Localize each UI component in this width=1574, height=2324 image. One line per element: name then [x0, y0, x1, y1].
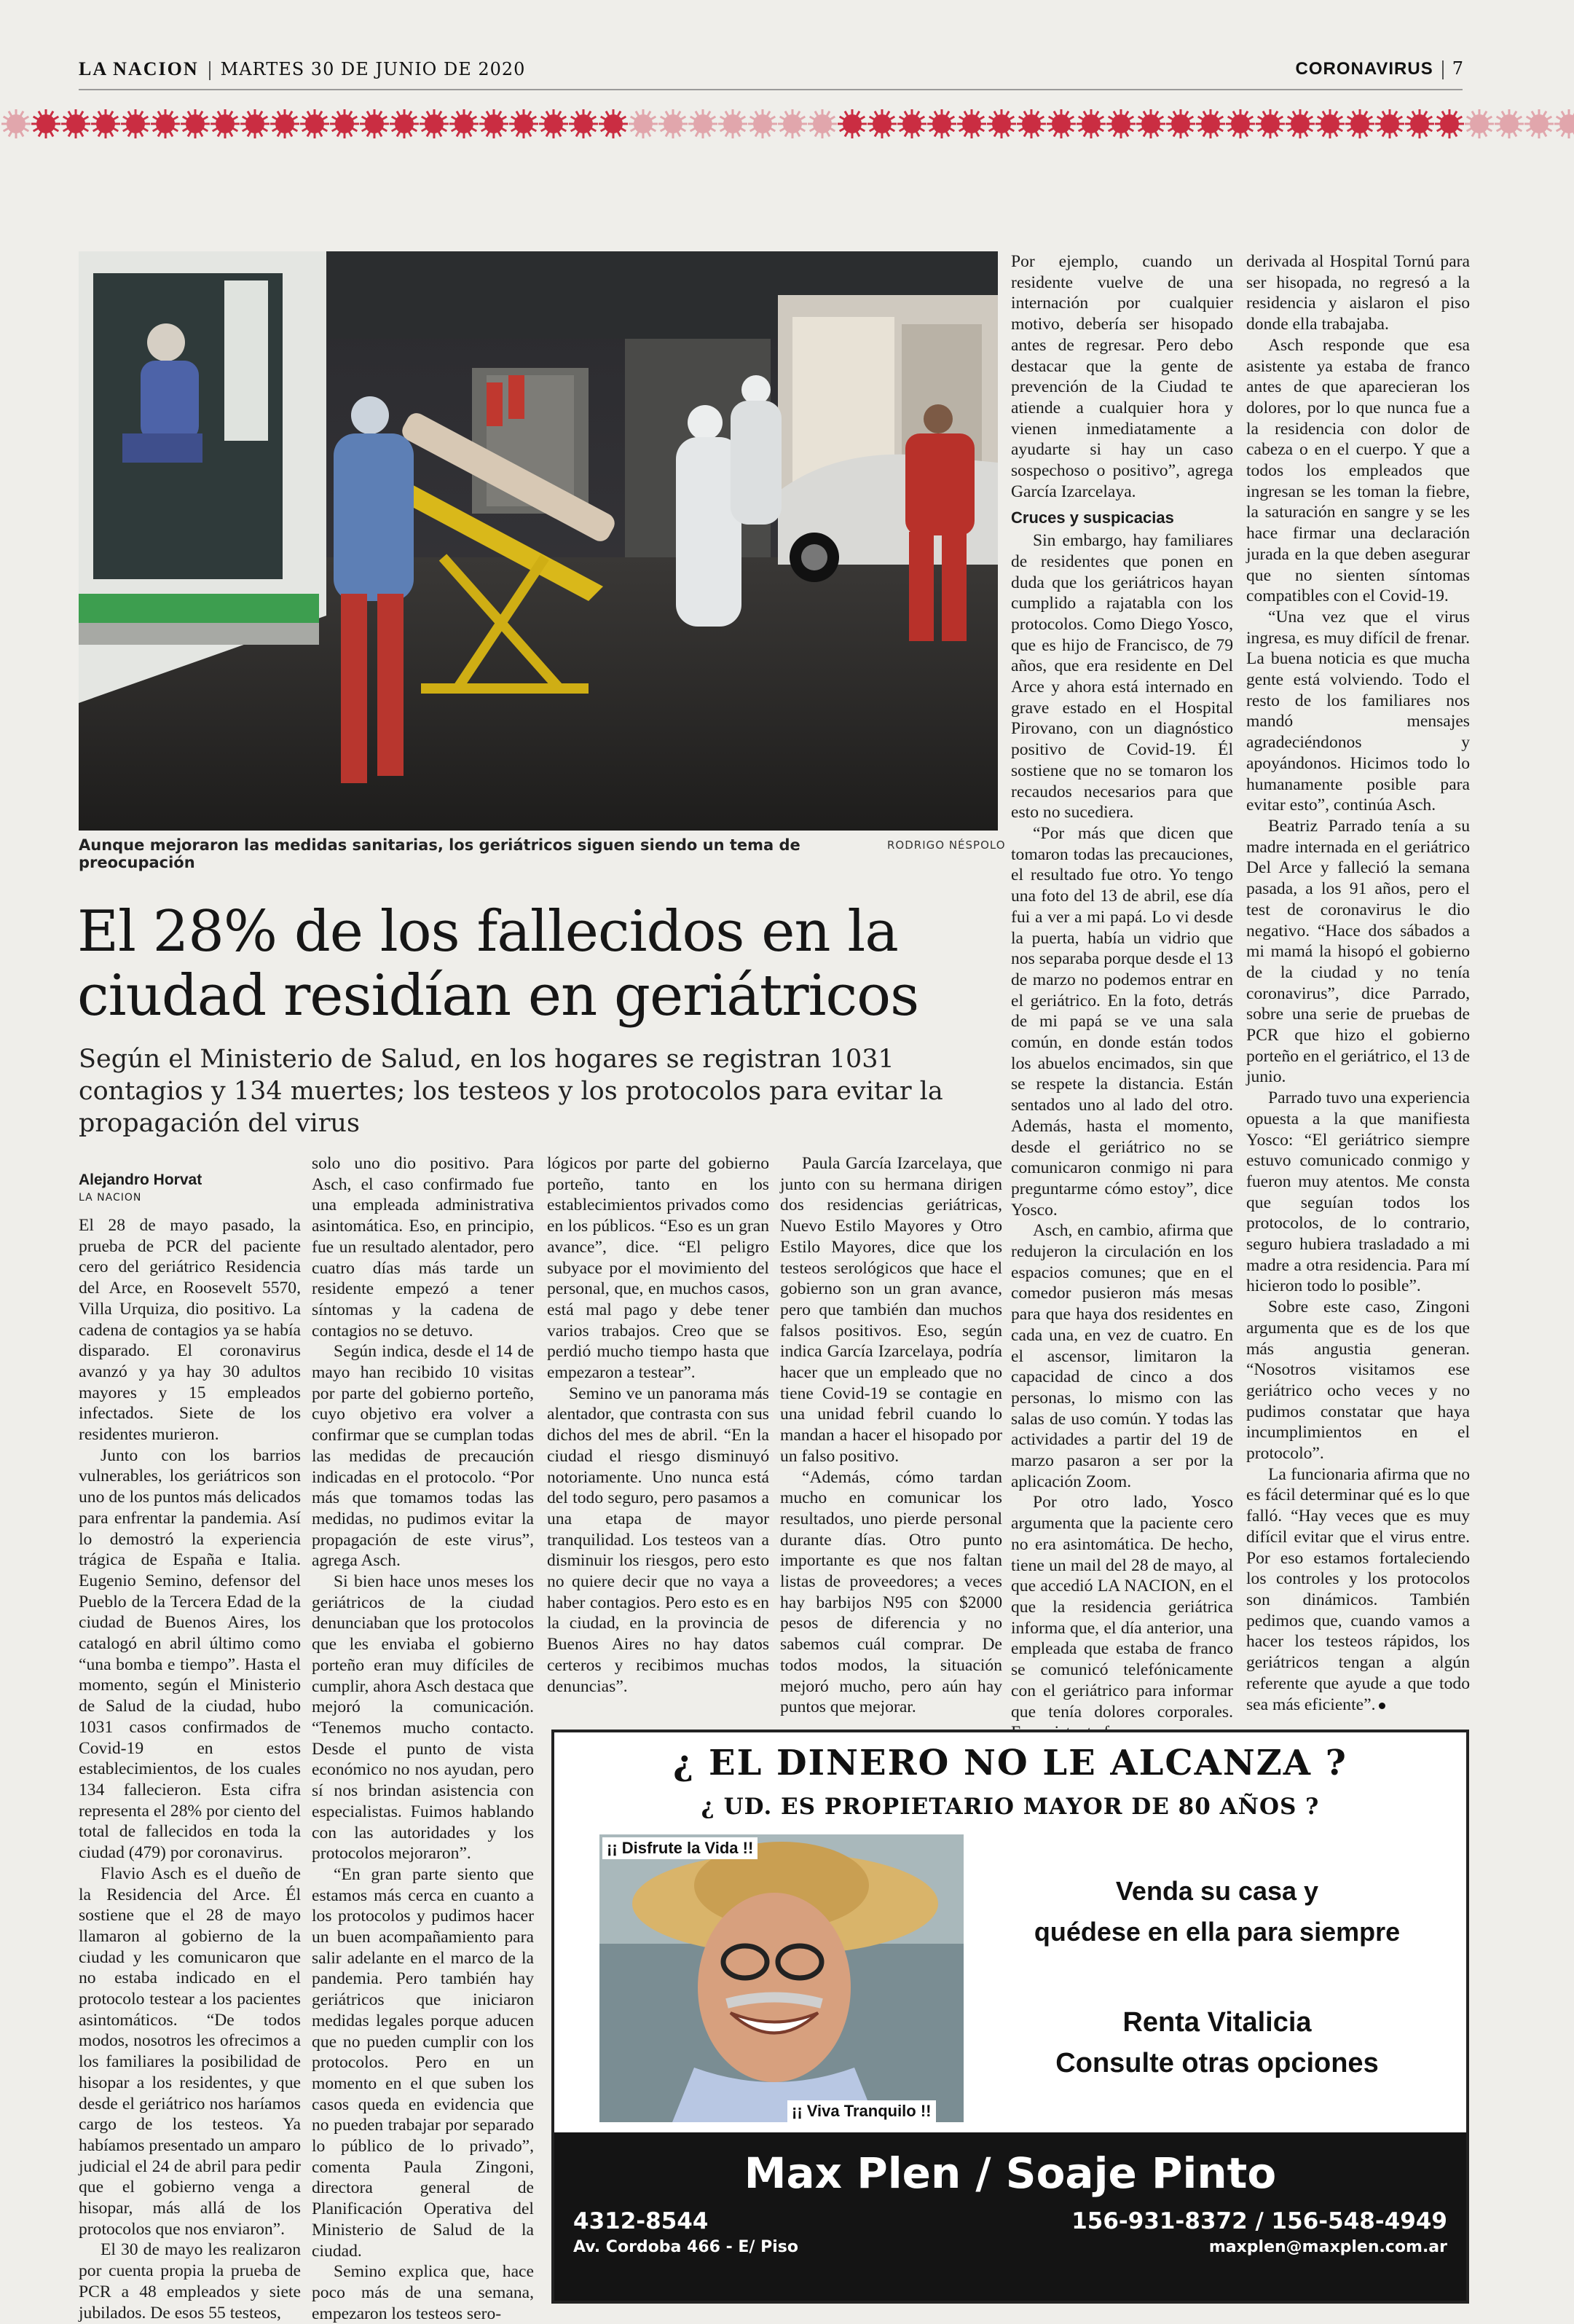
- virus-icon: [300, 109, 329, 138]
- virus-icon: [479, 109, 508, 138]
- article-subheadline: Según el Ministerio de Salud, en los hogares se registran 1031 contagios y 134 muertes; los testeos y los protocolos para evitar la propagación del virus: [79, 1045, 943, 1138]
- masthead-right: [1295, 58, 1463, 79]
- page-number: 7: [1452, 58, 1463, 79]
- virus-icon: [121, 109, 150, 138]
- paragraph: Semino explica que, hace poco más de una semana, empezaron los testeos sero-: [312, 2262, 534, 2323]
- ad-line: Renta Vitalicia: [1122, 2007, 1312, 2038]
- paragraph: lógicos por parte del gobierno porteño, tanto en los establecimientos privados como en los públicos. “Eso es un gran avance”, dice. “El peligro subyace por el movimiento del personal, que, en muchos casos, está mal pago y debe tener varios trabajos. Creo que se perdió mucho tiempo hasta que empezaron a testear”.: [547, 1154, 769, 1383]
- ad-sell-house-text: [999, 1871, 1436, 1952]
- paragraph: solo uno dio positivo. Para Asch, el caso confirmado fue una empleada administrativa asintomática. Eso, en principio, fue un resultado alentador, pero cuatro días más tarde un residente empezó a tener síntomas y la cadena de contagios no se detuvo.: [312, 1154, 534, 1340]
- virus-icon: [181, 109, 210, 138]
- paragraph: Por ejemplo, cuando un residente vuelve de una internación por cualquier motivo, debería ser hisopado antes de regresar. Pero debo destacar que la gente de prevención de la Ciudad te atiende a cualquier hora y vienen inmediatamente a ayudarte si hay un caso sospechoso o positivo”, agrega García Izarcelaya.: [1011, 252, 1233, 501]
- advertisement-box: [551, 1730, 1469, 2304]
- paragraph: Según indica, desde el 14 de mayo han recibido 10 visitas por parte del gobierno porteño, cuyo objetivo era volver a confirmar que se cumplan todas las medidas de precaución indicadas en el protocolo. “Por más que tomamos todas las medidas, no pudimos evitar la propagación de este virus”, agrega Asch.: [312, 1342, 534, 1571]
- virus-icon: [151, 109, 180, 138]
- ad-question-2: ¿ UD. ES PROPIETARIO MAYOR DE 80 AÑOS ?: [701, 1794, 1320, 1820]
- virus-icon: [1, 109, 31, 138]
- virus-icon: [1226, 109, 1255, 138]
- virus-icon: [808, 109, 837, 138]
- virus-icon: [539, 109, 568, 138]
- byline-org: LA NACION: [79, 1192, 142, 1204]
- virus-icon: [360, 109, 389, 138]
- article-column-5: [1011, 251, 1233, 1743]
- virus-ornament-band: [0, 103, 1574, 144]
- virus-icon: [31, 109, 60, 138]
- paragraph: derivada al Hospital Tornú para ser hisopada, no regresó a la residencia y aislaron el piso donde ella trabajaba.: [1246, 252, 1470, 334]
- paragraph: “En gran parte siento que estamos más cerca en cuanto a los protocolos y pudimos hacer un buen acompañamiento para salir adelante en el marco de la pandemia. Pero también hay geriátricos que iniciaron medidas legales porque aducen que no pueden cumplir con los protocolos. Pero en un momento en el que suben los casos queda en evidencia que no pueden trabajar por separado lo público de lo privado”, comenta Paula Zingoni, directora general de Planificación Operativa del Ministerio de Salud de la ciudad.: [312, 1864, 534, 2261]
- paragraph: Paula García Izarcelaya, que junto con su hermana dirigen dos residencias geriátricas, Nuevo Estilo Mayores y Otro Estilo Mayores, dice que los testeos serológicos que hace el gobierno son un gran avance, pero que también dan muchos falsos positivos. Eso, según indica García Izarcelaya, podría hacer que un empleado que no tiene Covid-19 se contagie en una unidad febril cuando lo mandan a hacer el hisopado por un falso positivo.: [780, 1154, 1002, 1466]
- virus-icon: [240, 109, 269, 138]
- paragraph: El 28 de mayo pasado, la prueba de PCR del paciente cero del geriátrico Residencia del Arce, en Roosevelt 5570, Villa Urquiza, dio positivo. La cadena de contagios ya se había disparado. El coronavirus avanzó y ya hay 30 adultos mayores y 15 empleados infectados. Siete de los residentes murieron.: [79, 1216, 301, 1445]
- virus-icon: [569, 109, 598, 138]
- paragraph: El 30 de mayo les realizaron por cuenta propia la prueba de PCR a 48 empleados y siete jubilados. De esos 55 testeos,: [79, 2240, 301, 2323]
- article-column-1: [79, 1215, 301, 2323]
- article-column-3: [547, 1153, 769, 1697]
- virus-icon: [270, 109, 299, 138]
- virus-icon: [1136, 109, 1165, 138]
- news-photo-ambulance: [79, 251, 998, 831]
- virus-icon: [1524, 109, 1554, 138]
- virus-icon: [1315, 109, 1345, 138]
- virus-icon: [629, 109, 658, 138]
- virus-icon: [599, 109, 628, 138]
- virus-icon: [748, 109, 777, 138]
- virus-icon: [718, 109, 747, 138]
- article-column-2: [312, 1153, 534, 2324]
- header-rule: [79, 89, 1463, 90]
- virus-icon: [1106, 109, 1136, 138]
- article-column-6: [1246, 251, 1470, 1715]
- ad-annuity-text: [999, 2002, 1436, 2084]
- ad-tag-live-calm: ¡¡ Viva Tranquilo !!: [787, 2100, 936, 2122]
- virus-icon: [390, 109, 419, 138]
- paragraph: Asch responde que esa asistente ya estaba de franco antes de que aparecieran los dolores, por lo que nunca fue a la residencia con dolor de cabeza o en el cuerpo. Y que a todos los empleados que ingresan se les toman la fiebre, la saturación en sangre y se les hace firmar una declaración jurada en la que deben asegurar que no sienten síntomas compatibles con el Covid-19.: [1246, 335, 1470, 606]
- paragraph: Parrado tuvo una experiencia opuesta a la que manifiesta Yosco: “El geriátrico siempre estuvo comunicado conmigo y fueron muy atentos. Me consta que seguían todos los protocolos, de lo contrario, seguro hubiera trasladado a mi madre a otra residencia. Para mí hicieron todo lo posible”.: [1246, 1088, 1470, 1296]
- virus-icon: [330, 109, 359, 138]
- virus-icon: [1345, 109, 1374, 138]
- virus-icon: [1465, 109, 1494, 138]
- ad-contact-bar: [554, 2132, 1466, 2301]
- virus-icon: [1375, 109, 1404, 138]
- paragraph: Flavio Asch es el dueño de la Residencia del Arce. Él sostiene que el 28 de mayo llamaron al gobierno de la ciudad y les comunicaron que no estaba indicado en el protocolo testear a los pacientes asintomáticos. “De todos modos, nosotros les ofrecimos a los familiares la posibilidad de hisopar a los residentes, y que desde el geriátrico nos haríamos cargo de los testeos. Ya habíamos presentado un amparo judicial el 24 de abril para pedir que el gobierno venga a hisopar, más allá de los protocolos que nos enviaron”.: [79, 1864, 301, 2239]
- paragraph: “Además, cómo tardan mucho en comunicar los resultados, uno pierde personal durante días. Otro punto importante es que nos faltan listas de proveedores; a veces hay barbijos N95 con $2000 pesos de diferencia y no sabemos cuál comprar. De todos modos, la situación mejoró mucho, pero aún hay puntos que mejorar.: [780, 1467, 1002, 1717]
- paragraph: [1246, 1464, 1470, 1715]
- virus-icon: [1196, 109, 1225, 138]
- virus-icon: [897, 109, 926, 138]
- ad-email: maxplen@maxplen.com.ar: [1208, 2238, 1447, 2256]
- paragraph: Junto con los barrios vulnerables, los geriátricos son uno de los puntos más delicados para enfrentar la pandemia. Así lo demostró la experiencia trágica de España e Italia. Eugenio Semino, defensor del Pueblo de la Tercera Edad de la ciudad de Buenos Aires, los catalogó en abril último como “una bomba e tiempo”. Hasta el momento, según el Ministerio de Salud de la ciudad, hubo 1031 casos confirmados de Covid-19 en estos establecimientos, de los cuales 134 fallecieron. Esta cifra representa el 28% por ciento del total de fallecidos en toda la ciudad (479) por coronavirus.: [79, 1445, 301, 1863]
- ad-question-1: ¿ EL DINERO NO LE ALCANZA ?: [673, 1743, 1347, 1783]
- paragraph: Beatriz Parrado tenía a su madre internada en el geriátrico Del Arce y falleció la semana pasada, a los 91 años, pero el test de coronavirus le dio negativo. “Hace dos sábados a mi mamá la hisopó el gobierno de la ciudad y no tenía coronavirus”, dice Parrado, sobre una serie de pruebas de PCR que hizo el gobierno porteño en el geriátrico, el 13 de junio.: [1246, 816, 1470, 1087]
- virus-icon: [1495, 109, 1524, 138]
- virus-icon: [1077, 109, 1106, 138]
- virus-icon: [987, 109, 1016, 138]
- virus-icon: [420, 109, 449, 138]
- section-name: CORONAVIRUS: [1295, 59, 1433, 79]
- virus-icon: [1435, 109, 1464, 138]
- ad-line: Consulte otras opciones: [1055, 2048, 1379, 2078]
- paragraph: “Una vez que el virus ingresa, es muy difícil de frenar. La buena noticia es que mucha gente está volviendo. Todo el resto de los familiares nos mandó mensajes agradeciéndonos y apoyándonos. Hicimos todo lo humanamente posible para evitar esto”, continúa Asch.: [1246, 607, 1470, 815]
- paragraph: Por otro lado, Yosco argumenta que la paciente cero no era asintomática. De hecho, tiene un mail del 28 de mayo, al que accedió LA NACION, en el que la residencia geriátrica informa que, el día anterior, una empleada que estaba de franco se comunicó telefónicamente con el geriátrico para informar que tenía dolores corporales.: [1011, 1493, 1233, 1722]
- virus-icon: [1166, 109, 1195, 138]
- photo-caption: Aunque mejoraron las medidas sanitarias, los geriátricos siguen siendo un tema de preocupación: [79, 836, 800, 871]
- virus-icon: [838, 109, 867, 138]
- paragraph: Si bien hace unos meses los geriátricos de la ciudad denunciaban que los protocolos que les enviaba el gobierno porteño eran muy difíciles de cumplir, ahora Asch destaca que mejoró la comunicación. “Tenemos mucho contacto. Desde el punto de vista económico no nos ayudan, pero sí nos brindan asistencia con especialistas. Fuimos hablando con las autoridades y los protocolos mejoraron”.: [312, 1572, 535, 1864]
- byline-author: Alejandro Horvat: [79, 1171, 202, 1188]
- virus-icon: [1286, 109, 1315, 138]
- virus-icon: [1405, 109, 1434, 138]
- ad-line: quédese en ella para siempre: [1034, 1917, 1401, 1947]
- virus-icon: [1256, 109, 1285, 138]
- virus-icon: [927, 109, 956, 138]
- paragraph: Semino ve un panorama más alentador, que contrasta con sus dichos del mes de abril. “En la ciudad el riesgo disminuyó notoriamente. Uno nunca está del todo seguro, pero pasamos a una etapa de mayor tranquilidad. Los testeos van a disminuir los riesgos, pero esto no quiere decir que no vaya a haber contagios. Pero esto es en la ciudad, en la provincia de Buenos Aires no hay datos certeros y recibimos muchas denuncias”.: [547, 1383, 769, 1696]
- virus-icon: [210, 109, 240, 138]
- header-divider: [209, 61, 210, 80]
- paper-name: LA NACION: [79, 58, 199, 79]
- ad-brand-name: Max Plen / Soaje Pinto: [744, 2148, 1277, 2198]
- paragraph: Sin embargo, hay familiares de residentes que ponen en duda que los geriátricos hayan cumplido a rajatabla con los protocolos. Como Diego Yosco, que es hijo de Francisco, de 79 años, que era residente en Del Arce y ahora está internado en grave estado en el Hospital Pirovano, con un diagnóstico positivo de Covid-19. Él sostiene que no se tomaron los recaudos necesarios para que esto no sucediera.: [1011, 531, 1233, 823]
- virus-icon: [688, 109, 717, 138]
- ad-photo-smiling-man: [599, 1834, 964, 2122]
- ad-tag-enjoy: ¡¡ Disfrute la Vida !!: [602, 1837, 758, 1859]
- section-subhead: Cruces y suspicacias: [1011, 509, 1174, 527]
- article-headline: El 28% de los fallecidos en la ciudad residían en geriátricos: [77, 899, 919, 1029]
- virus-icon: [778, 109, 807, 138]
- virus-icon: [1554, 109, 1574, 138]
- virus-icon: [61, 109, 90, 138]
- end-mark-icon: [1379, 1703, 1385, 1709]
- virus-icon: [449, 109, 479, 138]
- paragraph: Asch, en cambio, afirma que redujeron la circulación en los espacios comunes; que en el comedor pusieron más mesas para que haya dos residentes en cada una, en vez de cuatro. En el ascensor, limitaron la capacidad de cinco a dos personas, lo mismo con las salas de uso común. Y todas las actividades a partir del 19 de marzo pasaron a ser por la aplicación Zoom.: [1011, 1221, 1233, 1491]
- masthead-left: [79, 58, 525, 80]
- ad-address: Av. Cordoba 466 - E/ Piso: [573, 2238, 798, 2256]
- paragraph-text: La funcionaria afirma que no es fácil determinar qué es lo que falló. “Hay veces que es muy difícil evitar que el virus entre. Por eso estamos fortaleciendo los controles y los protocolos son dinámicos. También pedimos que, cuando vamos a hacer los testeos rápidos, los geriátricos tengan a algún referente que ayude a que todo sea más eficiente”.: [1246, 1464, 1470, 1714]
- ad-phone-main: 4312-8544: [573, 2208, 709, 2234]
- photo-credit: RODRIGO NÉSPOLO: [887, 839, 1006, 852]
- issue-date: MARTES 30 DE JUNIO DE 2020: [220, 59, 526, 79]
- ad-line: Venda su casa y: [1115, 1876, 1319, 1906]
- paragraph: Sobre este caso, Zingoni argumenta que es de los que más angustia generan. “Nosotros visitamos ese geriátrico ocho veces y no pudimos constatar que haya incumplimientos en el protocolo”.: [1246, 1298, 1470, 1464]
- virus-icon: [658, 109, 688, 138]
- virus-icon: [1047, 109, 1076, 138]
- paragraph: “Por más que dicen que tomaron todas las precauciones, el resultado fue otro. Yo tengo una foto del 13 de abril, ese día fui a ver a mi papá. Lo vi desde la puerta, había un vidrio que nos separaba porque desde el 13 de marzo no podemos entrar en el geriátrico. En la foto, detrás de mi papá se ve una sala común, en donde están todos los abuelos encimados, sin que se respete la distancia. Están sentados uno al lado del otro. Además, hasta el momento, desde el geriátrico no se comunicaron conmigo ni para preguntarme cómo estoy”, dice Yosco.: [1011, 823, 1233, 1220]
- virus-icon: [957, 109, 986, 138]
- ad-phones-mobile: 156-931-8372 / 156-548-4949: [1071, 2208, 1447, 2234]
- article-column-4: [780, 1153, 1002, 1718]
- header-divider: [1442, 60, 1444, 79]
- virus-icon: [1017, 109, 1046, 138]
- virus-icon: [91, 109, 120, 138]
- virus-icon: [509, 109, 538, 138]
- virus-icon: [867, 109, 897, 138]
